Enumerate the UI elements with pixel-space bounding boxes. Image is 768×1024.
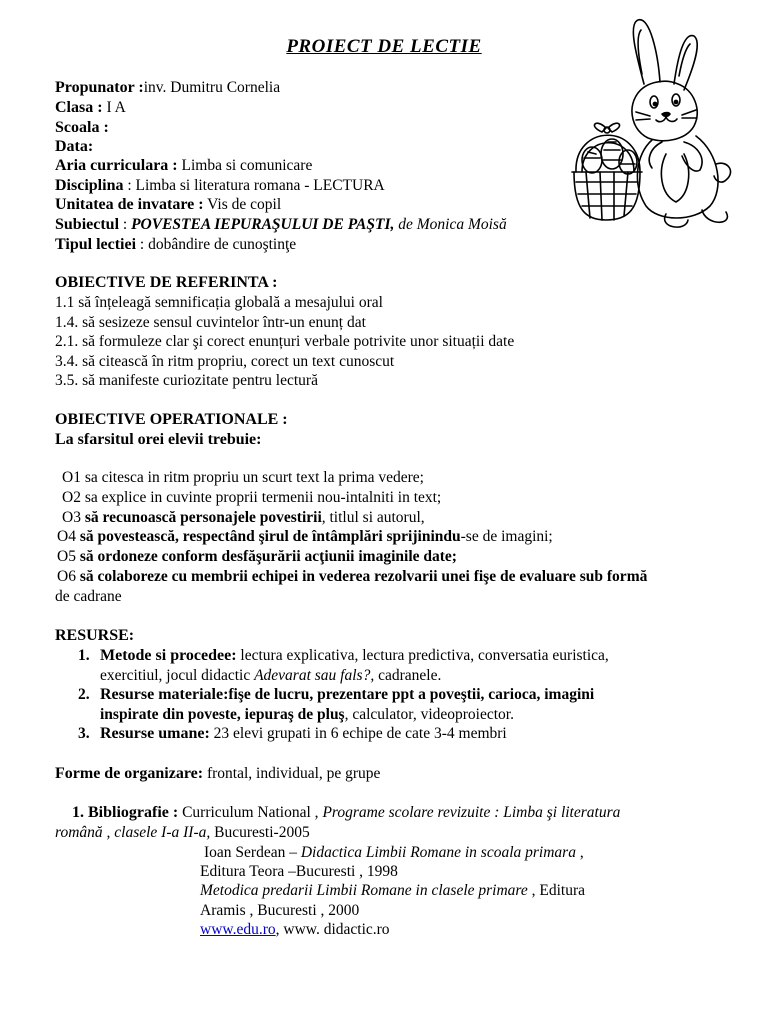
organization-value: frontal, individual, pe grupe [203,765,381,782]
bibliography-line-1 [72,803,620,823]
data-line [55,137,93,157]
objective-text-bold: să recunoască personajele povestirii [80,509,322,526]
page-title: PROIECT DE LECTIE [286,36,482,57]
resource-item-methods [78,646,609,666]
bibliography-text: Ioan Serdean – [204,844,301,861]
bibliography-line-4: Editura Teora –Bucuresti , 1998 [200,863,398,880]
aria-value: Limba si comunicare [177,157,313,174]
resource-label: Resurse umane: [100,725,210,742]
resource-number: 2. [78,686,90,703]
resource-text: lectura explicativa, lectura predictiva, conversatia euristica, [236,647,609,664]
ref-objective-item: 1.4. să sesizeze sensul cuvintelor într-un enunț dat [55,314,366,331]
objective-text-bold: să ordoneze conform desfăşurării acţiunii imaginile date; [75,548,457,565]
bibliography-label: 1. Bibliografie : [72,804,179,821]
propunator-line [55,78,280,98]
objective-text: -se de imagini; [460,528,553,545]
resource-item-methods-cont [100,666,441,686]
objective-code: O1 [62,469,81,486]
bibliography-line-5 [200,881,585,901]
objective-code: O5 [57,548,76,565]
subiectul-line [55,215,507,235]
op-objective-item [62,508,425,528]
bibliography-text-italic: Metodica predarii Limbii Romane in clasele primare [200,882,528,899]
tipul-line [55,235,296,255]
resource-text-bold: fişe de lucru, prezentare ppt a poveştii, carioca, imagini [228,686,595,703]
clasa-line [55,98,126,118]
resource-number: 3. [78,725,90,742]
edu-ro-link[interactable]: www.edu.ro [200,921,276,938]
bibliography-text-italic: Programe scolare revizuite : Limba şi literatura [322,804,621,821]
clasa-label: Clasa : [55,99,103,116]
bibliography-text: , www. didactic.ro [275,921,390,938]
resource-label: Metode si procedee: [100,647,237,664]
resource-item-materials [78,685,594,705]
objective-text: sa explice in cuvinte proprii termenii nou-intalniti in text; [80,489,442,506]
op-objectives-subheading: La sfarsitul orei elevii trebuie: [55,431,262,448]
op-objective-item [57,567,647,587]
subiectul-label: Subiectul [55,216,120,233]
resource-text: 23 elevi grupati in 6 echipe de cate 3-4 membri [209,725,507,742]
objective-text: , titlul si autorul, [321,509,425,526]
op-objective-item [62,468,424,488]
resources-heading: RESURSE: [55,627,135,644]
bibliography-text: , Editura [527,882,585,899]
objective-code: O4 [57,528,76,545]
resource-label: Resurse materiale: [100,686,229,703]
bibliography-text: Bucuresti-2005 [210,824,310,841]
organization-line [55,764,380,784]
bibliography-line-6: Aramis , Bucuresti , 2000 [200,902,360,919]
bibliography-line-3 [204,843,584,863]
propunator-value: inv. Dumitru Cornelia [143,79,281,96]
bibliography-text-italic: Didactica Limbii Romane in scoala primara [300,844,576,861]
op-objective-item [57,527,553,547]
objective-code: O3 [62,509,81,526]
ref-objective-item: 1.1 să înțeleagă semnificația globală a mesajului oral [55,294,383,311]
bibliography-text: Curriculum National , [178,804,323,821]
unitatea-value: Vis de copil [203,196,282,213]
tipul-value: : dobândire de cunoştinţe [136,236,297,253]
resource-text: , calculator, videoproiector. [344,706,514,723]
subiectul-author: de Monica Moisă [394,216,507,233]
scoala-label: Scoala : [55,119,109,136]
objective-text: sa citesca in ritm propriu un scurt text la prima vedere; [80,469,424,486]
aria-line [55,156,312,176]
bibliography-line-2 [55,823,310,843]
unitatea-line [55,195,281,215]
clasa-value: I A [102,99,126,116]
tipul-label: Tipul lectiei [55,236,137,253]
op-objective-continuation: de cadrane [55,588,122,605]
objective-code: O6 [57,568,76,585]
op-objective-item [62,488,441,508]
scoala-line [55,118,109,138]
subiectul-title: POVESTEA IEPURAŞULUI DE PAŞTI, [131,216,395,233]
ref-objective-item: 3.5. să manifeste curiozitate pentru lectură [55,372,318,389]
bibliography-text: , [575,844,584,861]
disciplina-label: Disciplina [55,177,124,194]
resource-item-human [78,724,507,744]
op-objective-item [57,547,457,567]
objective-code: O2 [62,489,81,506]
ref-objective-item: 2.1. să formuleze clar şi corect enunțuri verbale potrivite unor situații date [55,333,515,350]
ref-objectives-heading: OBIECTIVE DE REFERINTA : [55,274,278,291]
disciplina-value: : Limba si literatura romana - LECTURA [123,177,385,194]
subiectul-prefix: : [119,216,132,233]
resource-number: 1. [78,647,90,664]
organization-label: Forme de organizare: [55,765,204,782]
ref-objective-item: 3.4. să citească în ritm propriu, corect un text cunoscut [55,353,395,370]
bibliography-text-italic: română , clasele I-a II-a, [55,824,211,841]
objective-text-bold: să colaboreze cu membrii echipei in vederea rezolvarii unei fişe de evaluare sub formă [75,568,648,585]
op-objectives-heading: OBIECTIVE OPERATIONALE : [55,411,288,428]
resource-text: exercitiul, jocul didactic [100,667,255,684]
aria-label: Aria curriculara : [55,157,178,174]
resource-text-bold: inspirate din poveste, iepuraş de pluş [100,706,345,723]
propunator-label: Propunator : [55,79,144,96]
bibliography-line-7 [200,920,390,940]
objective-text-bold: să povestească, respectând şirul de întâmplări sprijinindu [75,528,461,545]
resource-item-materials-cont [100,705,514,725]
disciplina-line [55,176,385,196]
easter-bunny-illustration [566,14,751,232]
resource-text-italic: Adevarat sau fals?, [254,667,375,684]
data-label: Data: [55,138,94,155]
resource-text: cadranele. [374,667,442,684]
unitatea-label: Unitatea de invatare : [55,196,204,213]
